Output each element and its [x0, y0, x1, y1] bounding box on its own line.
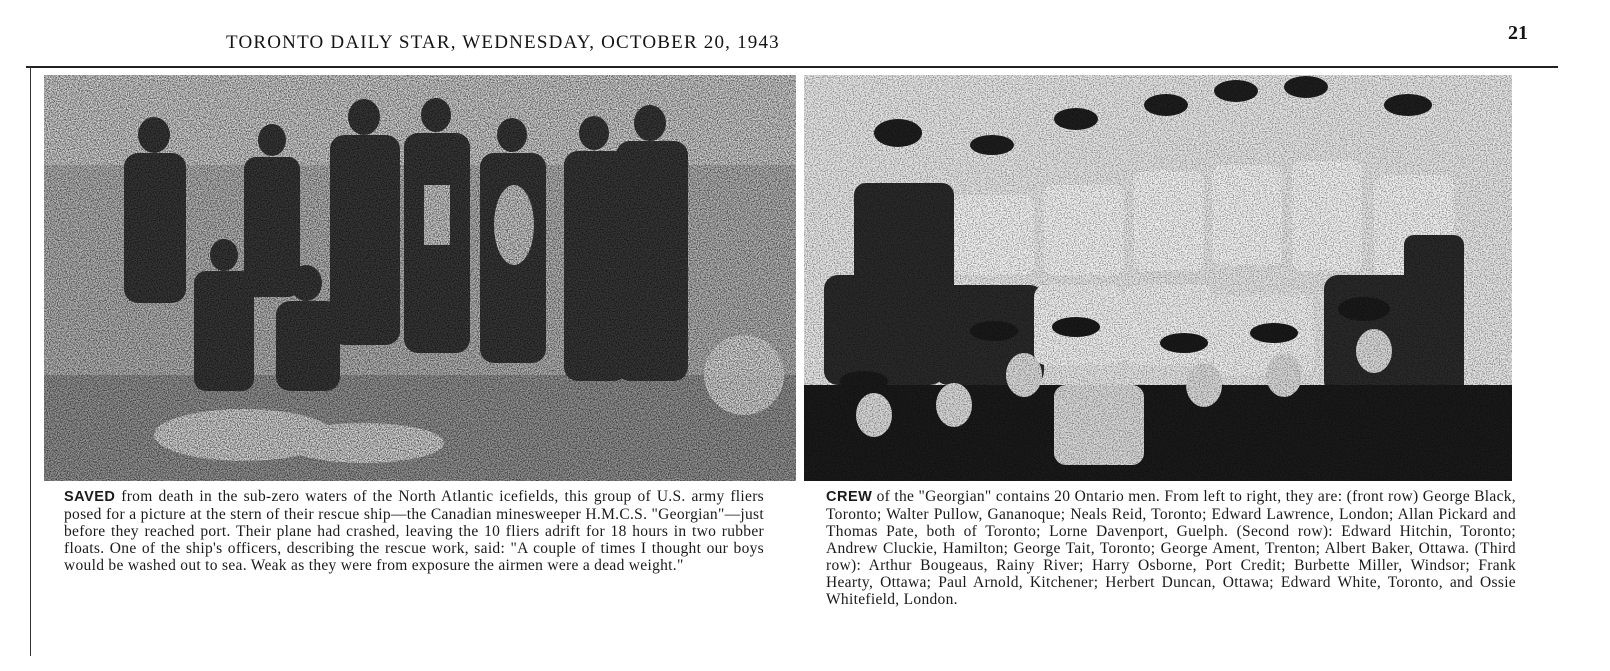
crew-caption [826, 488, 1516, 608]
page-number: 21 [1508, 22, 1528, 44]
georgian-crew-photo [804, 75, 1512, 481]
column-rule [30, 66, 31, 656]
caption-body: of the "Georgian" contains 20 Ontario men. From left to right, they are: (front row) George Black, Toronto; Walter Pullow, Gananoque; Neals Reid, Toronto; Edward Lawrence, London; Allan Pickard and Thomas Pate, both of Toronto; Lorne Davenport, Guelph. (Second row): Edward Hitchin, Toronto; Andrew Cluckie, Hamilton; George Tait, Toronto; George Ament, Trenton; Albert Baker, Ottawa. (Third row): Arthur Bougeaus, Rainy River; Harry Osborne, Port Credit; Burbette Miller, Windsor; Frank Hearty, Ottawa; Paul Arnold, Kitchener; Herbert Duncan, Ottawa; Edward White, Toronto, and Ossie Whitefield, London. [826, 488, 1516, 608]
newspaper-masthead: TORONTO DAILY STAR, WEDNESDAY, OCTOBER 20, 1943 [226, 32, 780, 53]
rescued-fliers-photo [44, 75, 796, 481]
header-rule [26, 66, 1558, 68]
caption-lead-crew: CREW [826, 489, 873, 505]
photo-georgian-crew [804, 75, 1512, 481]
rescued-fliers-caption [64, 488, 764, 574]
photo-us-army-fliers-rescued [44, 75, 796, 481]
caption-lead-saved: SAVED [64, 489, 116, 505]
caption-body: from death in the sub-zero waters of the North Atlantic icefields, this group of U.S. army fliers posed for a picture at the stern of their rescue ship—the Canadian minesweeper H.M.C.S. "Georgian"—just before they reached port. Their plane had crashed, leaving the 10 fliers adrift for 18 hours in two rubber floats. One of the ship's officers, describing the rescue work, said: "A couple of times I thought our boys would be washed out to sea. Weak as they were from exposure the airmen were a dead weight." [64, 488, 764, 574]
